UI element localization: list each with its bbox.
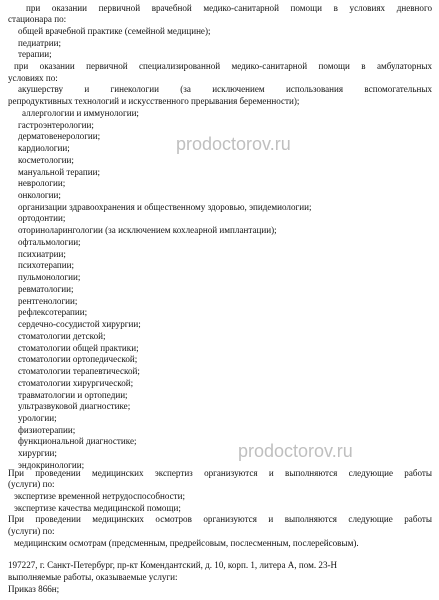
text-line: рефлексотерапии; <box>18 307 88 317</box>
text-line: психотерапии; <box>18 260 74 270</box>
text-line: онкологии; <box>18 190 61 200</box>
text-line: психиатрии; <box>18 249 66 259</box>
text-line: офтальмологии; <box>18 237 81 247</box>
text-line: при оказании первичной врачебной медико-санитарной помощи в условиях дневного <box>26 3 432 13</box>
text-line: медицинским осмотрам (предсменным, предрейсовым, послесменным, послерейсовым). <box>14 538 359 548</box>
text-line: гастроэнтерологии; <box>18 120 94 130</box>
text-line: общей врачебной практике (семейной медицине); <box>18 26 211 36</box>
text-line: стоматологии общей практики; <box>18 343 139 353</box>
watermark-top: prodoctorov.ru <box>176 134 291 154</box>
text-line: экспертизе качества медицинской помощи; <box>14 503 181 513</box>
text-line: организации здравоохранения и общественному здоровью, эпидемиологии; <box>18 202 312 212</box>
text-line: педиатрии; <box>18 38 61 48</box>
text-line: Приказ 866н; <box>8 584 60 594</box>
text-line: 197227, г. Санкт-Петербург, пр-кт Комендантский, д. 10, корп. 1, литера А, пом. 23-Н <box>8 560 338 570</box>
text-line: оториноларингологии (за исключением кохлеарной имплантации); <box>18 225 277 235</box>
text-line: ревматологии; <box>18 284 74 294</box>
text-line: стоматологии детской; <box>18 331 106 341</box>
text-line: ортодонтии; <box>18 213 66 223</box>
text-line: При проведении медицинских экспертиз организуются и выполняются следующие работы <box>8 468 432 478</box>
text-line: при оказании первичной специализированной медико-санитарной помощи в амбулаторных <box>14 61 432 71</box>
text-line: аллергологии и иммунологии; <box>22 108 139 118</box>
text-line: При проведении медицинских осмотров организуются и выполняются следующие работы <box>8 514 432 524</box>
text-line: стоматологии ортопедической; <box>18 354 138 364</box>
text-line: (услуги) по: <box>8 526 55 536</box>
text-line: условиях по: <box>8 73 58 83</box>
text-line: травматологии и ортопедии; <box>18 390 128 400</box>
text-line: функциональной диагностике; <box>18 436 137 446</box>
text-line: хирургии; <box>18 448 57 458</box>
text-line: рентгенологии; <box>18 296 78 306</box>
text-line: экспертизе временной нетрудоспособности; <box>14 491 186 501</box>
text-line: стоматологии терапевтической; <box>18 366 140 376</box>
text-line: акушерству и гинекологии (за исключением использования вспомогательных <box>18 84 432 94</box>
text-line: физиотерапии; <box>18 425 76 435</box>
text-line: дерматовенерологии; <box>18 131 101 141</box>
text-line: репродуктивных технологий и искусственного прерывания беременности); <box>8 96 300 106</box>
text-line: неврологии; <box>18 178 66 188</box>
text-line: урологии; <box>18 413 57 423</box>
text-line: кардиологии; <box>18 143 70 153</box>
text-line: ультразвуковой диагностике; <box>18 401 131 411</box>
text-line: косметологии; <box>18 155 74 165</box>
text-line: эндокринологии; <box>18 460 85 470</box>
text-line: (услуги) по: <box>8 479 55 489</box>
watermark-bottom: prodoctorov.ru <box>238 441 353 461</box>
text-line: стоматологии хирургической; <box>18 378 134 388</box>
text-line: мануальной терапии; <box>18 167 100 177</box>
text-line: стационара по: <box>8 14 67 24</box>
text-line: терапии; <box>18 49 52 59</box>
text-line: выполняемые работы, оказываемые услуги: <box>8 572 178 582</box>
text-line: сердечно-сосудистой хирургии; <box>18 319 141 329</box>
text-line: пульмонологии; <box>18 272 81 282</box>
